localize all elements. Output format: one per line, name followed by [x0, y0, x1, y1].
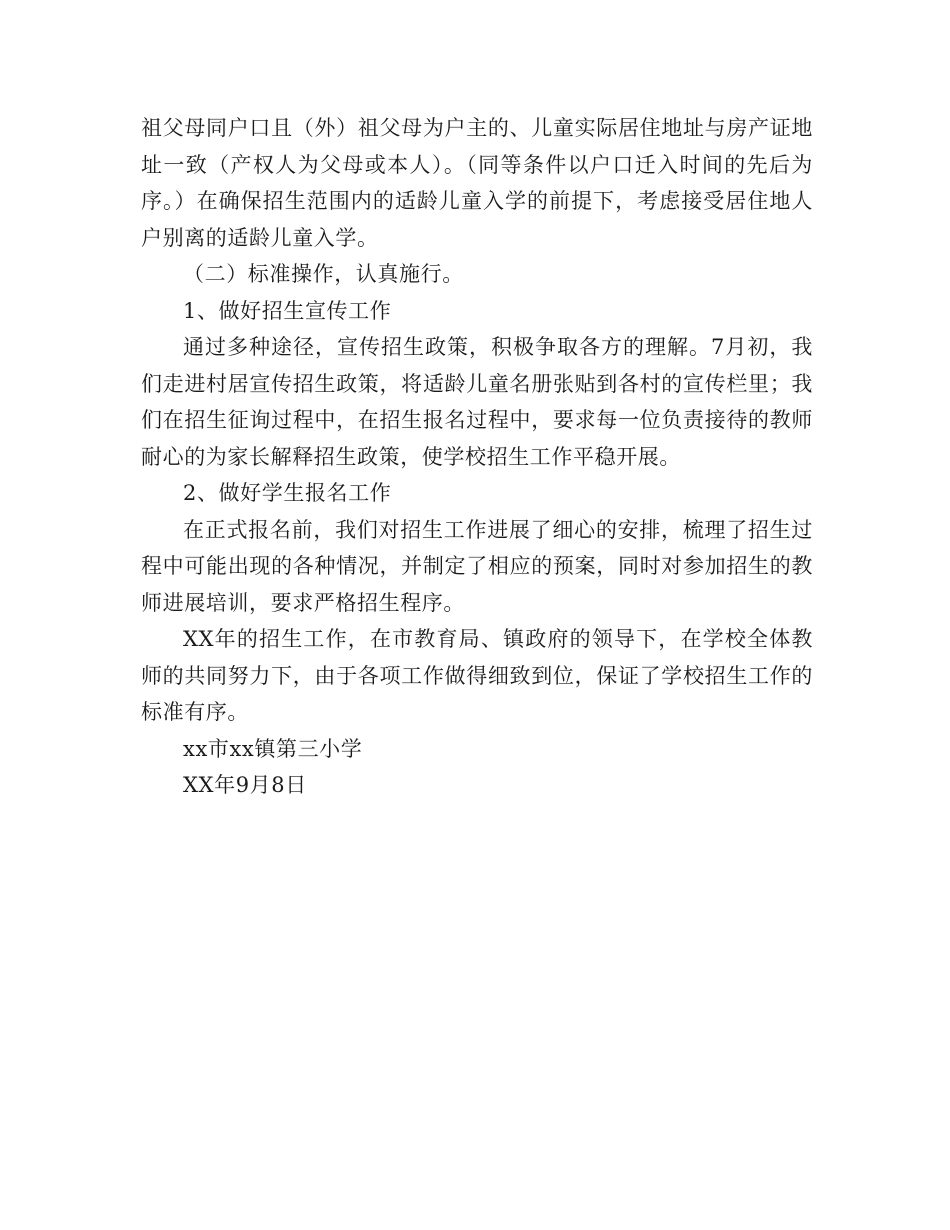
paragraph-publicity-details: 通过多种途径，宣传招生政策，积极争取各方的理解。7月初，我们走进村居宣传招生政策，将适龄儿童名册张贴到各村的宣传栏里；我们在招生征询过程中，在招生报名过程中，要求每一位负责接待的教师耐心的为家长解释招生政策，使学校招生工作平稳开展。 [141, 335, 813, 469]
paragraph-enrollment-criteria: 祖父母同户口且（外）祖父母为户主的、儿童实际居住地址与房产证地址一致（产权人为父母或本人）。（同等条件以户口迁入时间的先后为序。）在确保招生范围内的适龄儿童入学的前提下，考虑接受居住地人户别离的适龄儿童入学。 [141, 116, 813, 250]
signature-school-name: xx市xx镇第三小学 [183, 736, 363, 761]
paragraph-summary: XX年的招生工作，在市教育局、镇政府的领导下，在学校全体教师的共同努力下，由于各项工作做得细致到位，保证了学校招生工作的标准有序。 [141, 627, 813, 724]
section-heading-standard-operation: （二）标准操作，认真施行。 [183, 262, 464, 286]
subheading-publicity-work: 1、做好招生宣传工作 [183, 298, 392, 323]
paragraph-registration-details: 在正式报名前，我们对招生工作进展了细心的安排，梳理了招生过程中可能出现的各种情况，并制定了相应的预案，同时对参加招生的教师进展培训，要求严格招生程序。 [141, 517, 813, 615]
subheading-registration-work: 2、做好学生报名工作 [183, 481, 392, 505]
signature-date: XX年9月8日 [183, 773, 307, 797]
document-body [141, 110, 813, 804]
